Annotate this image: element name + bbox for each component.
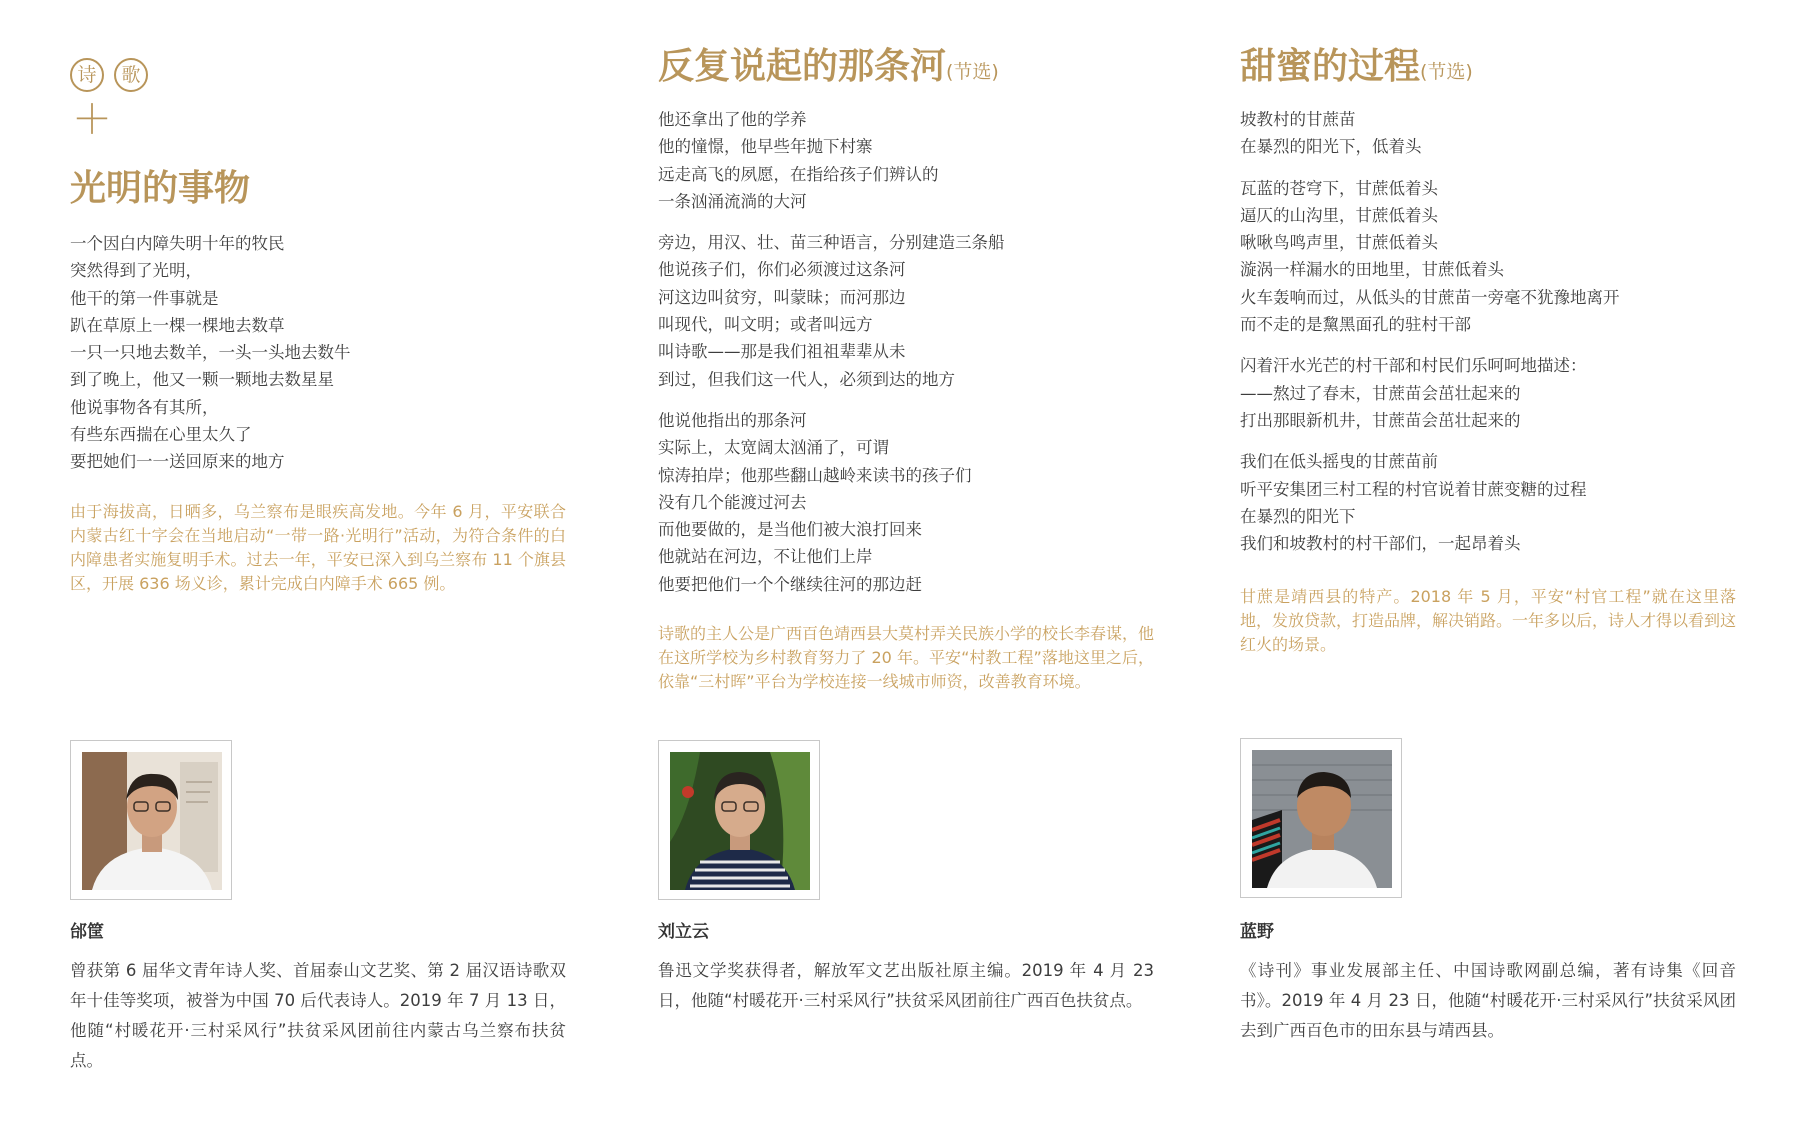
poem-line: 他干的第一件事就是 bbox=[70, 288, 219, 308]
section-label bbox=[70, 58, 148, 92]
section-char-song: 歌 bbox=[114, 58, 148, 92]
stanza bbox=[1240, 352, 1740, 434]
poem-line: 我们和坡教村的村干部们，一起昂着头 bbox=[1240, 534, 1521, 554]
poem-line: 惊涛拍岸；他那些翻山越岭来读书的孩子们 bbox=[658, 465, 972, 485]
poem3-title-text: 甜蜜的过程 bbox=[1240, 46, 1421, 87]
poem-line: 没有几个能渡过河去 bbox=[658, 492, 807, 512]
section-char-poetry: 诗 bbox=[70, 58, 104, 92]
poem3-body bbox=[1240, 106, 1740, 571]
author-name-2: 刘立云 bbox=[658, 922, 709, 942]
author-bio-1: 曾获第 6 届华文青年诗人奖、首届泰山文艺奖、第 2 届汉语诗歌双年十佳等奖项，被誉为中国 70 后代表诗人。2019 年 7 月 13 日，他随“村暖花开·三村采风行”扶贫采风团前往内蒙古乌兰察布扶贫点。 bbox=[70, 961, 566, 1070]
author-bio-3: 《诗刊》事业发展部主任、中国诗歌网副总编，著有诗集《回音书》。2019 年 4 月 23 日，他随“村暖花开·三村采风行”扶贫采风团去到广西百色市的田东县与靖西县。 bbox=[1240, 961, 1736, 1040]
poem-line: 在暴烈的阳光下 bbox=[1240, 506, 1356, 526]
poem-line: 远走高飞的夙愿，在指给孩子们辨认的 bbox=[658, 164, 939, 184]
poem1-note: 由于海拔高，日晒多，乌兰察布是眼疾高发地。今年 6 月，平安联合内蒙古红十字会在当地启动“一带一路·光明行”活动，为符合条件的白内障患者实施复明手术。过去一年，平安已深入到乌兰察布 11 个旗县区，开展 636 场义诊，累计完成白内障手术 665 例。 bbox=[70, 502, 566, 593]
poem3-title bbox=[1240, 45, 1473, 94]
poem-line: 他说事物各有其所， bbox=[70, 397, 219, 417]
poem-line: 河这边叫贫穷，叫蒙昧；而河那边 bbox=[658, 287, 906, 307]
poem-line: 一只一只地去数羊，一头一头地去数牛 bbox=[70, 343, 351, 363]
author-photo-tai-kuang bbox=[70, 740, 232, 900]
poem-line: 他说他指出的那条河 bbox=[658, 410, 807, 430]
poem-line: 而他要做的，是当他们被大浪打回来 bbox=[658, 520, 922, 540]
poem-line: 一个因白内障失明十年的牧民 bbox=[70, 234, 285, 253]
plus-icon: ＋ bbox=[72, 97, 112, 143]
poem3-subtitle: (节选) bbox=[1420, 61, 1473, 83]
author-name-3: 蓝野 bbox=[1240, 922, 1274, 942]
poem2-note: 诗歌的主人公是广西百色靖西县大莫村弄关民族小学的校长李春谋，他在这所学校为乡村教育努力了 20 年。平安“村教工程”落地这里之后，依靠“三村晖”平台为学校连接一线城市师资，改善教育环境。 bbox=[658, 624, 1155, 691]
portrait-image bbox=[670, 752, 810, 890]
poem-line: 瓦蓝的苍穹下，甘蔗低着头 bbox=[1240, 178, 1438, 198]
author-bio-2: 鲁迅文学奖获得者，解放军文艺出版社原主编。2019 年 4 月 23 日，他随“村暖花开·三村采风行”扶贫采风团前往广西百色扶贫点。 bbox=[658, 961, 1154, 1010]
poem-line: 在暴烈的阳光下，低着头 bbox=[1240, 137, 1422, 157]
poem-line: 打出那眼新机井，甘蔗苗会茁壮起来的 bbox=[1240, 410, 1521, 430]
poem-line: 有些东西揣在心里太久了 bbox=[70, 425, 252, 445]
poem-line: 要把她们一一送回原来的地方 bbox=[70, 452, 285, 472]
stanza bbox=[1240, 448, 1740, 557]
poem-line: 啾啾鸟鸣声里，甘蔗低着头 bbox=[1240, 233, 1438, 253]
poem-line: 叫诗歌——那是我们祖祖辈辈从未 bbox=[658, 342, 906, 362]
poem1-title-text: 光明的事物 bbox=[70, 168, 251, 209]
poem-line: 闪着汗水光芒的村干部和村民们乐呵呵地描述： bbox=[1240, 356, 1587, 376]
poem-line: 他就站在河边，不让他们上岸 bbox=[658, 547, 873, 567]
poem-line: 火车轰响而过，从低头的甘蔗苗一旁毫不犹豫地离开 bbox=[1240, 287, 1620, 307]
poem-line: 突然得到了光明， bbox=[70, 261, 202, 281]
poem2-body bbox=[658, 106, 1158, 612]
poem-line: 到过，但我们这一代人，必须到达的地方 bbox=[658, 369, 955, 389]
poem3-note: 甘蔗是靖西县的特产。2018 年 5 月，平安“村官工程”就在这里落地，发放贷款，打造品牌，解决销路。一年多以后，诗人才得以看到这红火的场景。 bbox=[1240, 587, 1737, 654]
poem-line: 他说孩子们，你们必须渡过这条河 bbox=[658, 260, 906, 280]
author-name-1: 邰筐 bbox=[70, 922, 104, 942]
poem2-title bbox=[658, 45, 999, 94]
stanza bbox=[1240, 175, 1740, 339]
poem-line: 听平安集团三村工程的村官说着甘蔗变糖的过程 bbox=[1240, 479, 1587, 499]
portrait-image bbox=[82, 752, 222, 890]
poem-line: 而不走的是黧黑面孔的驻村干部 bbox=[1240, 315, 1471, 335]
stanza bbox=[658, 106, 1158, 215]
poem-line: 到了晚上，他又一颗一颗地去数星星 bbox=[70, 370, 334, 390]
poem-line: 实际上，太宽阔太汹涌了，可谓 bbox=[658, 438, 889, 458]
poem-line: 一条汹涌流淌的大河 bbox=[658, 191, 807, 211]
poem2-subtitle: (节选) bbox=[946, 61, 999, 83]
stanza bbox=[658, 229, 1158, 393]
poem1-body bbox=[70, 230, 570, 490]
poem-line: 他还拿出了他的学养 bbox=[658, 110, 807, 129]
poem-line: 我们在低头摇曳的甘蔗苗前 bbox=[1240, 452, 1438, 472]
stanza bbox=[1240, 106, 1740, 161]
poem1-title bbox=[70, 167, 250, 211]
poem-line: 叫现代，叫文明；或者叫远方 bbox=[658, 315, 873, 335]
poem-line: 趴在草原上一棵一棵地去数草 bbox=[70, 315, 285, 335]
stanza bbox=[658, 407, 1158, 598]
poem-line: 他的憧憬，他早些年抛下村寨 bbox=[658, 137, 873, 157]
author-photo-lan-ye bbox=[1240, 738, 1402, 898]
poem-line: 他要把他们一个个继续往河的那边赶 bbox=[658, 574, 922, 594]
poem-line: 逼仄的山沟里，甘蔗低着头 bbox=[1240, 205, 1438, 225]
author-photo-liu-liyun bbox=[658, 740, 820, 900]
poem-line: 漩涡一样漏水的田地里，甘蔗低着头 bbox=[1240, 260, 1504, 280]
stanza bbox=[70, 230, 570, 476]
portrait-image bbox=[1252, 750, 1392, 888]
poem-line: 旁边，用汉、壮、苗三种语言，分别建造三条船 bbox=[658, 233, 1005, 253]
poem-line: 坡教村的甘蔗苗 bbox=[1240, 110, 1356, 129]
poem2-title-text: 反复说起的那条河 bbox=[658, 46, 947, 87]
poem-line: ——熬过了春末，甘蔗苗会茁壮起来的 bbox=[1240, 383, 1521, 403]
